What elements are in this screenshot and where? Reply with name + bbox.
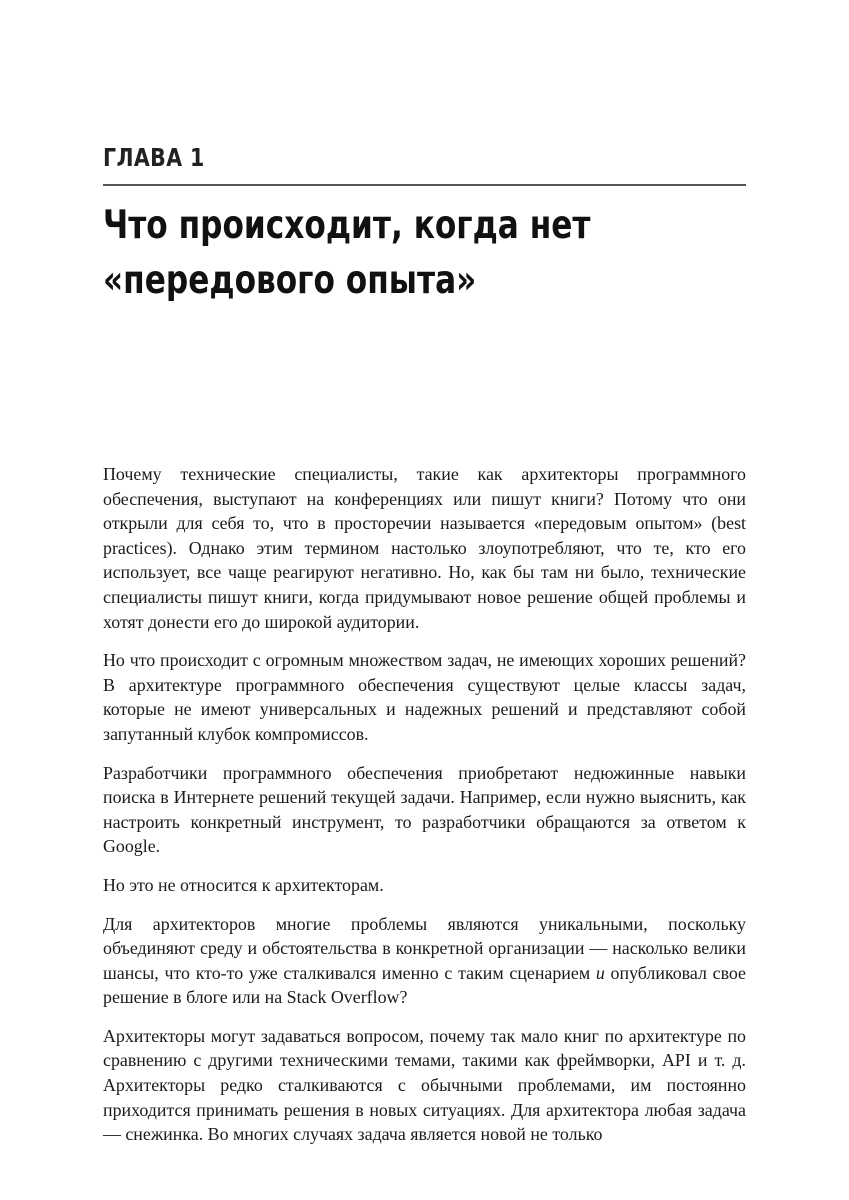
paragraph: Архитекторы могут задаваться вопросом, почему так мало книг по архитектуре по сравнению с другими техническими темами, такими как фреймворки, API и т. д. Архитекторы редко сталкиваются с обычными проблемами, им постоянно приходится принимать решения в новых ситуациях. Для архитектора любая задача — снежинка. Во многих случаях задача является новой не только [103,1025,746,1145]
paragraph: Но что происходит с огромным множеством задач, не имеющих хороших решений? В архитектуре программного обеспечения существуют целые классы задач, которые не имеют универсальных и надежных решений и представляют собой запутанный клубок компромиссов. [103,650,746,744]
paragraph: Для архитекторов многие проблемы являются уникальными, поскольку объединяют среду и обстоятельства в конкретной организации — насколько велики шансы, что кто-то уже сталкивался именно с таким сценарием и опубликовал свое решение в блоге или на Stack Overflow? [103,913,746,1008]
chapter-title-line-1: Что происходит, когда нет [103,203,591,248]
paragraph: Разработчики программного обеспечения приобретают недюжинные навыки поиска в Интернете решений текущей задачи. Например, если нужно выяснить, как настроить конкретный инструмент, то разработчики обращаются за ответом к Google. [103,762,746,857]
paragraph: Почему технические специалисты, такие как архитекторы программного обеспечения, выступают на конференциях или пишут книги? Потому что они открыли для себя то, что в просторечии называется «передовым опытом» (best practices). Однако этим термином настолько злоупотребляют, что те, кто его использует, все чаще реагируют негативно. Но, как бы там ни было, технические специалисты пишут книги, когда придумывают новое решение общей проблемы и хотят донести его до широкой аудитории. [103,464,746,632]
paragraph: Но это не относится к архитекторам. [103,874,384,895]
chapter-divider [103,184,746,186]
chapter-label: ГЛАВА 1 [103,143,205,172]
chapter-title [103,198,591,308]
body-text [103,462,746,1161]
chapter-title-line-2: «передового опыта» [103,258,477,303]
book-page [103,0,746,1200]
